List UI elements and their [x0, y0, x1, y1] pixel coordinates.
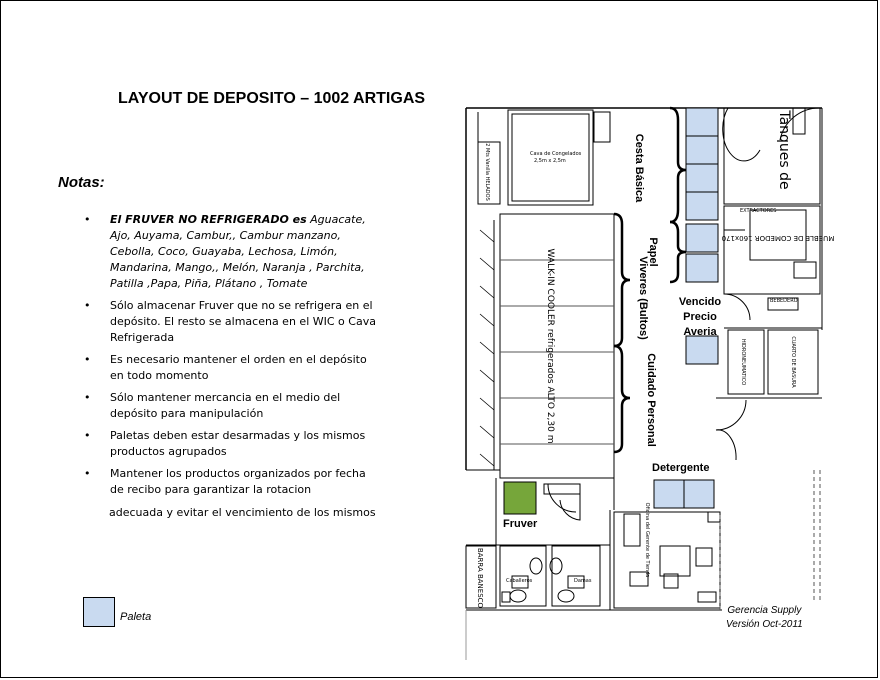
note-item: • Sólo mantener mercancia en el medio del depósito para manipulación: [82, 390, 382, 422]
note-fruver-items: Aguacate, Ajo, Auyama, Cambur,, Cambur manzano, Cebolla, Coco, Guayaba, Lechosa, Limón, Mandarina, Mango,, Melón, Naranja , Parchita, Patilla ,Papa, Piña, Plátano , Tomate: [110, 213, 366, 290]
note-item: • Es necesario mantener el orden en el depósito en todo momento: [82, 352, 382, 384]
label-viveres: Viveres (Bultos): [637, 256, 649, 340]
label-barra: BARRA BANESCO: [476, 547, 484, 609]
label-vencido: Vencido: [678, 296, 722, 308]
label-cesta: Cesta Básica: [633, 133, 645, 203]
label-heladeria: 2 Mts Vanilla HELADOS: [484, 143, 490, 201]
legend-pallet-label: Paleta: [120, 611, 152, 623]
label-oficina: Oficina del Gerente de Tienda: [644, 502, 650, 578]
pallet-cesta-3: [686, 164, 718, 192]
note-item-tail: adecuada y evitar el vencimiento de los mismos: [109, 506, 376, 519]
label-walkin: WALK-IN COOLER refrigerados ALTO 2,30 m: [545, 248, 555, 444]
label-cava-size: 2,5m x 2,5m: [534, 158, 566, 164]
note-item: • Mantener los productos organizados por fecha de recibo para garantizar la rotacion: [82, 466, 382, 498]
pallet-detergente-1: [654, 480, 684, 508]
label-cuidado: Cuidado Personal: [645, 353, 657, 447]
footer-line1: Gerencia Supply: [727, 605, 802, 616]
footer-line2: Versión Oct-2011: [726, 619, 803, 630]
label-cava: Cava de Congelados: [530, 151, 582, 157]
note-fruver-bold: El FRUVER NO REFRIGERADO es: [110, 213, 307, 226]
fruver-pallet: [504, 482, 536, 514]
label-cuarto-basura: CUARTO DE BASURA: [790, 336, 796, 388]
label-caballeros: Caballeros: [506, 578, 533, 584]
pallet-detergente-2: [684, 480, 714, 508]
pallet-cesta-4: [686, 192, 718, 220]
label-bebedero: BEBEDERO: [770, 298, 798, 304]
label-tanques: Tanques de: [776, 110, 792, 190]
footer: [726, 604, 803, 632]
pallet-papel-1: [686, 224, 718, 252]
label-fruver: Fruver: [503, 518, 538, 530]
label-damas: Damas: [574, 578, 592, 584]
label-papel: Papel: [647, 237, 659, 267]
label-extractores: EXTRACTORES: [740, 208, 777, 214]
label-comedor: MUEBLE DE COMEDOR 160x170: [721, 234, 835, 242]
page-title: LAYOUT DE DEPOSITO – 1002 ARTIGAS: [118, 90, 426, 107]
label-detergente: Detergente: [652, 462, 710, 474]
note-item: • Paletas deben estar desarmadas y los mismos productos agrupados: [82, 428, 382, 460]
pallet-cesta-2: [686, 136, 718, 164]
label-hidroneumatico: HIDRONEUMATICO: [740, 338, 746, 386]
note-item: • Sólo almacenar Fruver que no se refrigera en el depósito. El resto se almacena en el WIC o Cava Refrigerada: [82, 298, 382, 346]
label-precio: Precio: [683, 311, 717, 323]
notes-heading: Notas:: [58, 174, 105, 191]
pallet-papel-2: [686, 254, 718, 282]
pallet-cesta-1: [686, 108, 718, 136]
pallet-vencido: [686, 336, 718, 364]
label-averia: Averia: [683, 326, 717, 338]
